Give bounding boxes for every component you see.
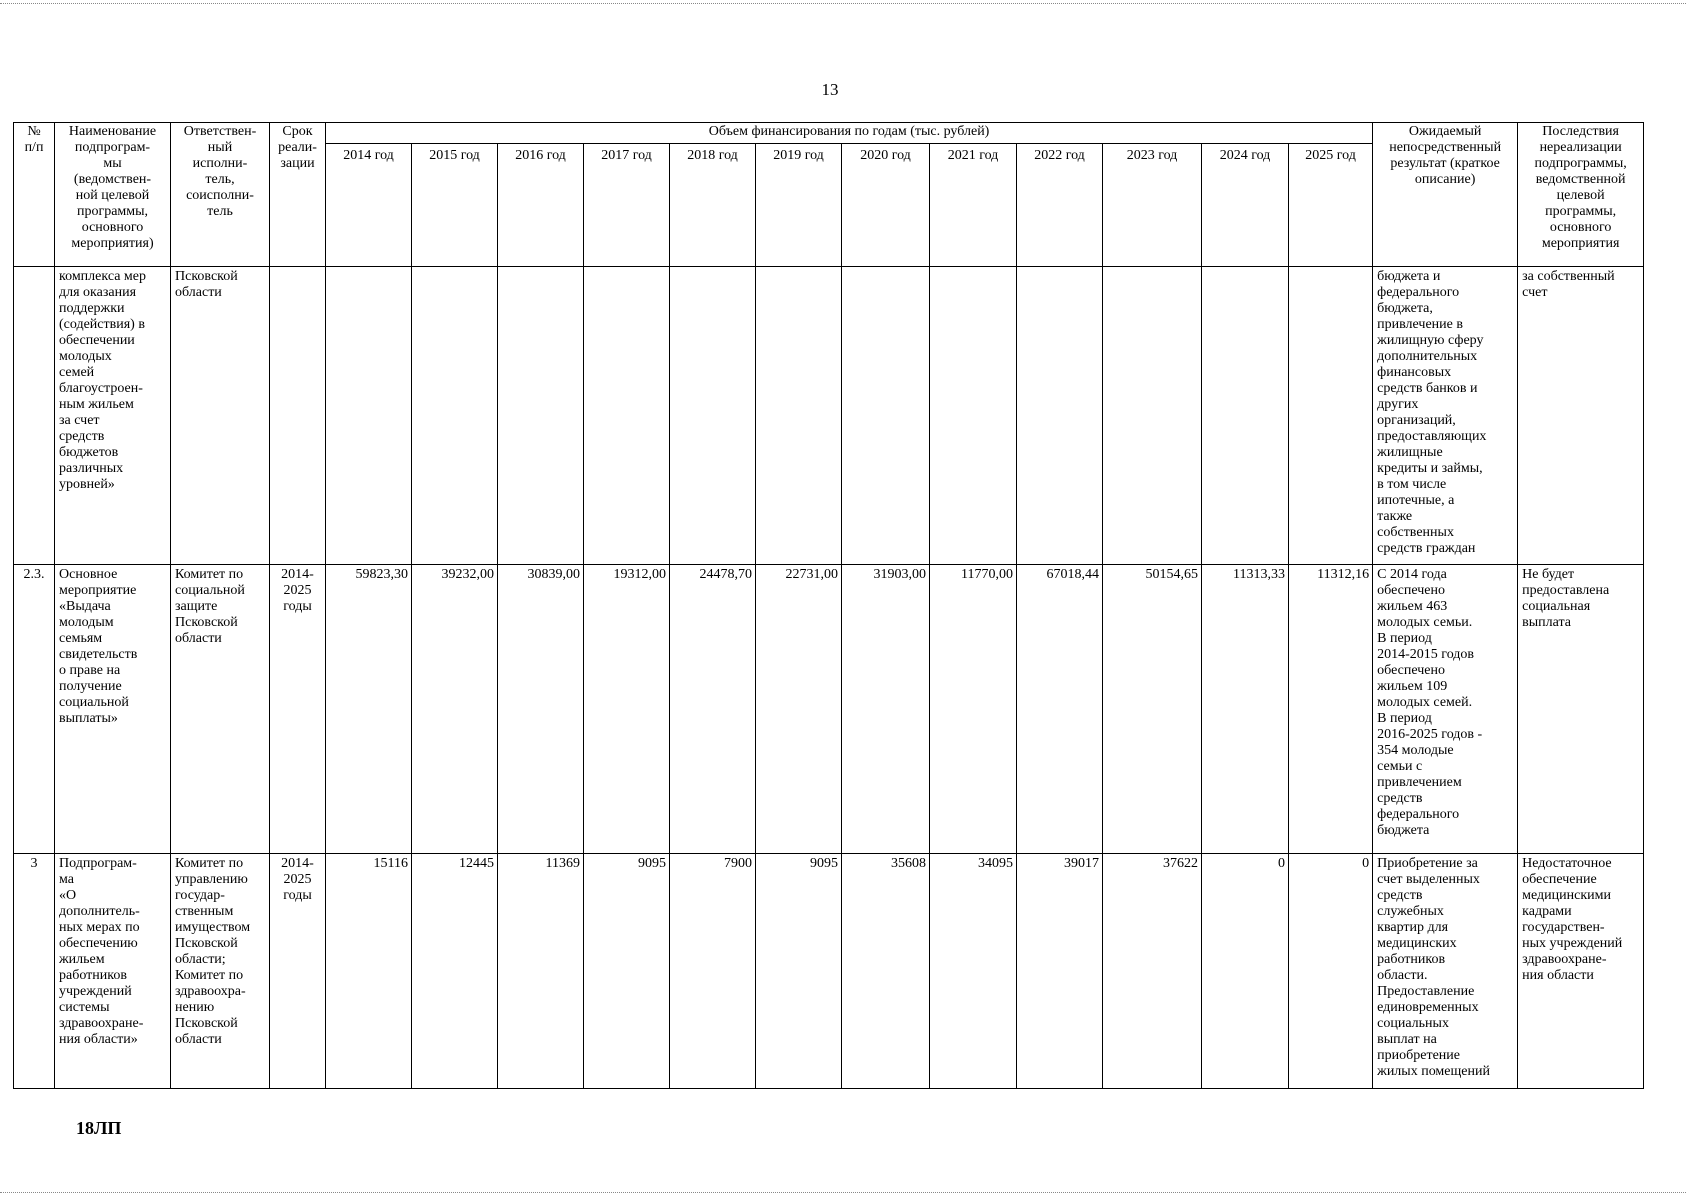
row-responsible: Псковской области	[171, 267, 270, 565]
row-value	[326, 267, 412, 565]
row-consequences: Недостаточное обеспечение медицинскими кадрами государствен- ных учреждений здравоохране- ния области	[1518, 854, 1644, 1089]
funding-table	[13, 122, 1644, 1089]
page-number: 13	[821, 80, 839, 99]
row-value	[1202, 267, 1289, 565]
row-value	[412, 267, 498, 565]
header-year: 2020 год	[842, 144, 930, 267]
row-value: 31903,00	[842, 565, 930, 854]
row-value: 19312,00	[584, 565, 670, 854]
row-value: 9095	[584, 854, 670, 1089]
header-row-top	[14, 123, 1644, 144]
row-value: 15116	[326, 854, 412, 1089]
table-row	[14, 854, 1644, 1089]
row-value: 39017	[1017, 854, 1103, 1089]
header-year: 2023 год	[1103, 144, 1202, 267]
header-year: 2016 год	[498, 144, 584, 267]
row-num	[14, 267, 55, 565]
row-result: Приобретение за счет выделенных средств служебных квартир для медицинских работников области. Предоставление единовременных социальных выплат на приобретение жилых помещений	[1373, 854, 1518, 1089]
row-term	[270, 267, 326, 565]
row-result: С 2014 года обеспечено жильем 463 молодых семьи. В период 2014-2015 годов обеспечено жильем 109 молодых семей. В период 2016-2025 годов - 354 молодые семьи с привлечением средств федерального бюджета	[1373, 565, 1518, 854]
row-value	[756, 267, 842, 565]
header-year: 2018 год	[670, 144, 756, 267]
header-name: Наименование подпрограм- мы (ведомствен- ной целевой программы, основного мероприятия)	[55, 123, 171, 267]
header-year: 2014 год	[326, 144, 412, 267]
row-value: 0	[1202, 854, 1289, 1089]
header-term: Срок реали- зации	[270, 123, 326, 267]
row-value: 59823,30	[326, 565, 412, 854]
row-consequences: Не будет предоставлена социальная выплата	[1518, 565, 1644, 854]
scan-bottom-edge	[0, 1192, 1686, 1196]
row-value: 50154,65	[1103, 565, 1202, 854]
header-year: 2017 год	[584, 144, 670, 267]
document-code: 18ЛП	[76, 1118, 122, 1138]
row-value: 22731,00	[756, 565, 842, 854]
header-year: 2025 год	[1289, 144, 1373, 267]
row-value	[1289, 267, 1373, 565]
row-num: 2.3.	[14, 565, 55, 854]
row-value	[670, 267, 756, 565]
row-value	[1017, 267, 1103, 565]
table-row	[14, 565, 1644, 854]
header-year: 2015 год	[412, 144, 498, 267]
row-value: 35608	[842, 854, 930, 1089]
row-value: 11313,33	[1202, 565, 1289, 854]
row-value	[498, 267, 584, 565]
row-value: 37622	[1103, 854, 1202, 1089]
row-value: 12445	[412, 854, 498, 1089]
header-year: 2022 год	[1017, 144, 1103, 267]
header-result: Ожидаемый непосредственный результат (краткое описание)	[1373, 123, 1518, 267]
row-value: 7900	[670, 854, 756, 1089]
row-value	[584, 267, 670, 565]
header-year: 2024 год	[1202, 144, 1289, 267]
header-year: 2019 год	[756, 144, 842, 267]
row-value: 34095	[930, 854, 1017, 1089]
row-consequences: за собственный счет	[1518, 267, 1644, 565]
row-name: комплекса мер для оказания поддержки (содействия) в обеспечении молодых семей благоустроен- ным жильем за счет средств бюджетов различных уровней»	[55, 267, 171, 565]
row-result: бюджета и федерального бюджета, привлечение в жилищную сферу дополнительных финансовых средств банков и других организаций, предоставляющих жилищные кредиты и займы, в том числе ипотечные, а также собственных средств граждан	[1373, 267, 1518, 565]
row-value	[1103, 267, 1202, 565]
header-responsible: Ответствен- ный исполни- тель, соисполни- тель	[171, 123, 270, 267]
row-value	[930, 267, 1017, 565]
row-term: 2014- 2025 годы	[270, 854, 326, 1089]
table-row	[14, 267, 1644, 565]
row-responsible: Комитет по управлению государ- ственным имуществом Псковской области; Комитет по здравоохра- нению Псковской области	[171, 854, 270, 1089]
row-value: 9095	[756, 854, 842, 1089]
row-value: 11770,00	[930, 565, 1017, 854]
header-funding: Объем финансирования по годам (тыс. рублей)	[326, 123, 1373, 144]
row-term: 2014- 2025 годы	[270, 565, 326, 854]
row-value: 0	[1289, 854, 1373, 1089]
header-year: 2021 год	[930, 144, 1017, 267]
scan-top-edge	[0, 0, 1686, 4]
row-num: 3	[14, 854, 55, 1089]
row-value: 11312,16	[1289, 565, 1373, 854]
row-responsible: Комитет по социальной защите Псковской области	[171, 565, 270, 854]
row-name: Подпрограм- ма «О дополнитель- ных мерах по обеспечению жильем работников учреждений системы здравоохране- ния области»	[55, 854, 171, 1089]
row-value	[842, 267, 930, 565]
row-value: 11369	[498, 854, 584, 1089]
row-value: 30839,00	[498, 565, 584, 854]
row-value: 24478,70	[670, 565, 756, 854]
row-value: 39232,00	[412, 565, 498, 854]
row-value: 67018,44	[1017, 565, 1103, 854]
header-consequences: Последствия нереализации подпрограммы, ведомственной целевой программы, основного мероприятия	[1518, 123, 1644, 267]
row-name: Основное мероприятие «Выдача молодым семьям свидетельств о праве на получение социальной выплаты»	[55, 565, 171, 854]
header-num: № п/п	[14, 123, 55, 267]
